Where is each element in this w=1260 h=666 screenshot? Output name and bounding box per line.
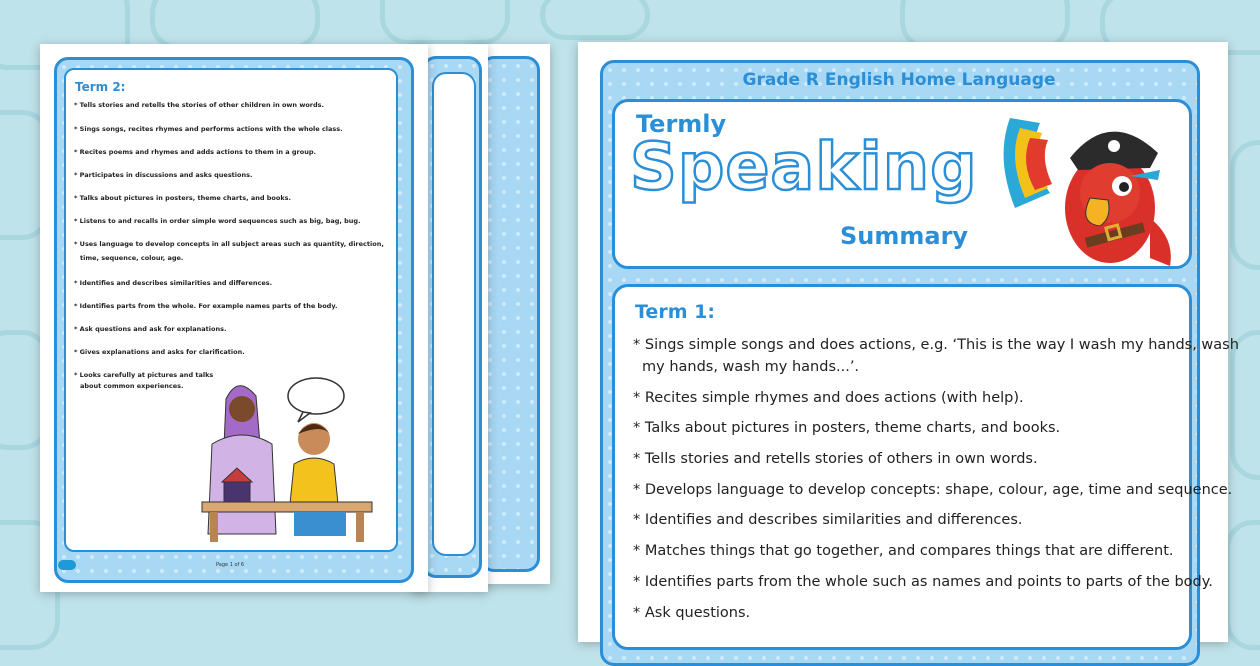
term1-item: my hands, wash my hands...’. <box>642 359 860 375</box>
term2-item: * Uses language to develop concepts in all subject areas such as quantity, direction, <box>74 240 384 248</box>
term2-item: * Listens to and recalls in order simple word sequences such as big, bag, bug. <box>74 217 361 225</box>
term1-item: * Ask questions. <box>633 605 751 621</box>
title-speaking: Speaking <box>630 130 978 205</box>
term1-item: * Identifies and describes similarities and differences. <box>633 512 1023 528</box>
term2-item: * Gives explanations and asks for clarification. <box>74 348 245 356</box>
term2-item: * Identifies and describes similarities and differences. <box>74 279 273 287</box>
term1-item: * Talks about pictures in posters, theme charts, and books. <box>633 420 1061 436</box>
term1-item: * Tells stories and retells stories of others in own words. <box>633 451 1038 467</box>
term1-heading: Term 1: <box>635 301 715 323</box>
term2-item: * Looks carefully at pictures and talks <box>74 371 214 379</box>
background-bubble <box>150 0 320 50</box>
background-bubble <box>1230 140 1260 270</box>
term1-item: * Recites simple rhymes and does actions (with help). <box>633 390 1024 406</box>
children-illustration <box>198 374 378 544</box>
sheet-inner-area <box>432 72 476 556</box>
term2-item: about common experiences. <box>80 382 184 390</box>
term1-item: * Sings simple songs and does actions, e.g. ‘This is the way I wash my hands, wash <box>633 337 1239 353</box>
footer-page-number: Page 1 of 6 <box>216 562 245 568</box>
sheet-frame <box>480 56 540 572</box>
term2-item: * Participates in discussions and asks questions. <box>74 171 253 179</box>
term2-sheet <box>40 44 428 592</box>
term2-item: time, sequence, colour, age. <box>80 254 184 262</box>
banner-title: Grade R English Home Language <box>742 70 1056 90</box>
term2-item: * Ask questions and ask for explanations. <box>74 325 227 333</box>
title-termly: Termly <box>636 110 727 138</box>
title-summary: Summary <box>840 222 969 250</box>
term2-item: * Talks about pictures in posters, theme charts, and books. <box>74 194 292 202</box>
term1-item: * Identifies parts from the whole such as names and points to parts of the body. <box>633 574 1213 590</box>
term2-item: * Recites poems and rhymes and adds actions to them in a group. <box>74 148 316 156</box>
term1-item: * Develops language to develop concepts: shape, colour, age, time and sequence. <box>633 482 1233 498</box>
term2-item: * Sings songs, recites rhymes and performs actions with the whole class. <box>74 125 343 133</box>
twinkl-logo <box>58 560 76 570</box>
background-bubble <box>1225 520 1260 650</box>
background-bubble <box>380 0 510 45</box>
term1-item: * Matches things that go together, and compares things that are different. <box>633 543 1174 559</box>
term2-item: * Tells stories and retells the stories of other children in own words. <box>74 101 324 109</box>
term2-heading: Term 2: <box>75 80 126 94</box>
term2-item: * Identifies parts from the whole. For example names parts of the body. <box>74 302 338 310</box>
background-bubble <box>540 0 650 40</box>
pirate-parrot-illustration <box>990 98 1186 268</box>
